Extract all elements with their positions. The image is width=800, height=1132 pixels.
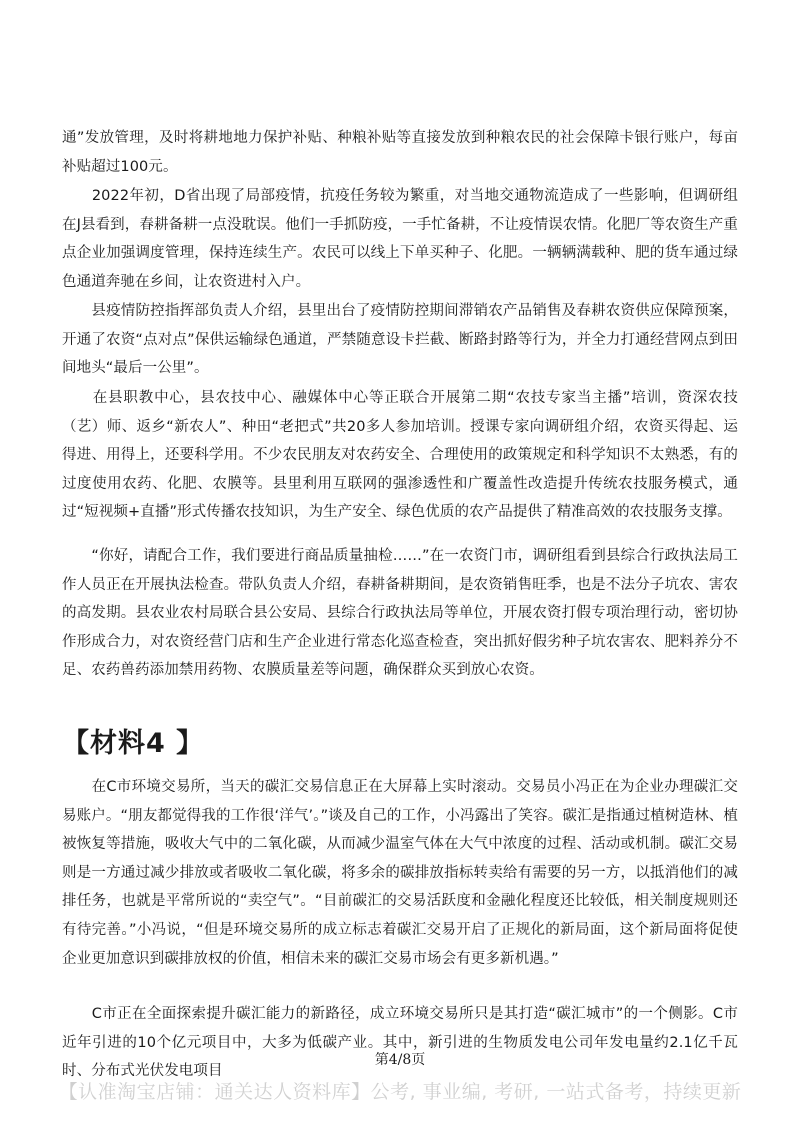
shop-watermark: 【认准淘宝店铺：通关达人资料库】公考, 事业编, 考研, 一站式备考，持续更新: [58, 1081, 742, 1103]
paragraph-epidemic-spring-farming: 2022年初，D省出现了局部疫情，抗疫任务较为繁重，对当地交通物流造成了一些影响，但调研组在J县看到，春耕备耕一点没耽误。他们一手抓防疫，一手忙备耕，不让疫情误农情。化肥厂等农资生产重点企业加强调度管理，保持连续生产。农民可以线上下单买种子、化肥。一辆辆满载种、肥的货车通过绿色通道奔驰在乡间，让农资进村入户。: [62, 188, 738, 290]
paragraph-carbon-exchange: 在C市环境交易所，当天的碳汇交易信息正在大屏幕上实时滚动。交易员小冯正在为企业办理碳汇交易账户。“朋友都觉得我的工作很‘洋气’。”谈及自己的工作，小冯露出了笑容。碳汇是指通过植树造林、植被恢复等措施，吸收大气中的二氧化碳，从而减少温室气体在大气中浓度的过程、活动或机制。碳汇交易则是一方通过减少排放或者吸收二氧化碳，将多余的碳排放指标转卖给有需要的另一方，以抵消他们的减排任务，也就是平常所说的“卖空气”。“目前碳汇的交易活跃度和金融化程度还比较低，相关制度规则还有待完善。”小冯说，“但是环境交易所的成立标志着碳汇交易开启了正规化的新局面，这个新局面将促使企业更加意识到碳排放权的价值，相信未来的碳汇交易市场会有更多新机遇。”: [62, 779, 738, 967]
paragraph-subsidy-end: 通”发放管理，及时将耕地地力保护补贴、种粮补贴等直接发放到种粮农民的社会保障卡银行账户，每亩补贴超过100元。: [62, 130, 738, 175]
paragraph-agritech-training: 在县职教中心，县农技中心、融媒体中心等正联合开展第二期“农技专家当主播”培训，资深农技（艺）师、返乡“新农人”、种田“老把式”共20多人参加培训。授课专家向调研组介绍，农资买得起、运得进、用得上，还要科学用。不少农民朋友对农药安全、合理使用的政策规定和科学知识不太熟悉，有的过度使用农药、化肥、农膜等。县里利用互联网的强渗透性和广覆盖性改造提升传统农技服务模式，通过“短视频+直播”形式传播农技知识，为生产安全、绿色优质的农产品提供了精准高效的农技服务支撑。: [62, 390, 738, 521]
paragraph-carbon-city: C市正在全面探索提升碳汇能力的新路径，成立环境交易所只是其打造“碳汇城市”的一个侧影。C市近年引进的10个亿元项目中，大多为低碳产业。其中，新引进的生物质发电公司年发电量约2.1亿千瓦时、分布式光伏发电项目: [62, 1006, 738, 1080]
page-number: 第4/8页: [374, 1052, 426, 1068]
section-heading-material-4: 【材料4 】: [62, 728, 205, 759]
paragraph-law-enforcement: “你好，请配合工作，我们要进行商品质量抽检……”在一农资门市，调研组看到县综合行政执法局工作人员正在开展执法检查。带队负责人介绍，春耕备耕期间，是农资销售旺季，也是不法分子坑农、害农的高发期。县农业农村局联合县公安局、县综合行政执法局等单位，开展农资打假专项治理行动，密切协作形成合力，对农资经营门店和生产企业进行常态化巡查检查，突出抓好假劣种子坑农害农、肥料养分不足、农药兽药添加禁用药物、农膜质量差等问题，确保群众买到放心农资。: [62, 548, 738, 679]
paragraph-green-channel: 县疫情防控指挥部负责人介绍，县里出台了疫情防控期间滞销农产品销售及春耕农资供应保障预案，开通了农资“点对点”保供运输绿色通道，严禁随意设卡拦截、断路封路等行为，并全力打通经营网点到田间地头“最后一公里”。: [62, 303, 738, 377]
